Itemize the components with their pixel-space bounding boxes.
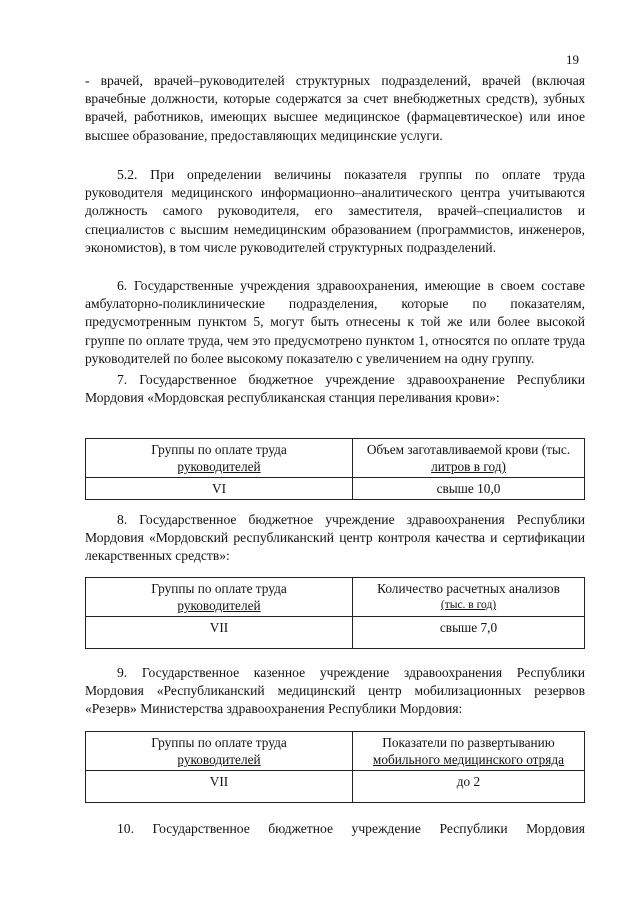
table-row bbox=[86, 478, 585, 500]
cell-group: VI bbox=[86, 478, 353, 500]
header-cell-group bbox=[86, 578, 353, 617]
paragraph-8: 8. Государственное бюджетное учреждение здравоохранения Республики Мордовия «Мордовский республиканский центр контроля качества и сертификации лекарственных средств»: bbox=[85, 512, 585, 564]
header-cell-indicator bbox=[353, 578, 585, 617]
cell-value: до 2 bbox=[353, 771, 585, 803]
paragraph-9: 9. Государственное казенное учреждение здравоохранения Республики Мордовия «Республиканский медицинский центр мобилизационных резервов «Резерв» Министерства здравоохранения Республики Мордовия: bbox=[85, 665, 585, 717]
header-cell-indicator bbox=[353, 732, 585, 771]
header-text: Группы по оплате труда bbox=[151, 442, 287, 457]
table-row bbox=[86, 617, 585, 649]
header-text: руководителей bbox=[177, 752, 261, 767]
header-text: Группы по оплате труда bbox=[151, 581, 287, 596]
table-header-row bbox=[86, 439, 585, 478]
paragraph-5-2: 5.2. При определении величины показателя группы по оплате труда руководителя медицинского информационно–аналитического центра учитываются должность самого руководителя, его заместителя, врачей–специалистов и специалистов с высшим немедицинским образованием (программистов, инженеров, экономистов), в том числе руководителей структурных подразделений. bbox=[85, 167, 585, 255]
header-cell-indicator bbox=[353, 439, 585, 478]
table-row bbox=[86, 771, 585, 803]
header-text: Показатели по развертыванию bbox=[382, 735, 555, 750]
header-text: (тыс. в год) bbox=[440, 599, 497, 611]
header-text: Группы по оплате труда bbox=[151, 735, 287, 750]
cell-group: VII bbox=[86, 617, 353, 649]
cell-value: свыше 10,0 bbox=[353, 478, 585, 500]
header-text: Количество расчетных анализов bbox=[377, 581, 560, 596]
table-analyses bbox=[85, 577, 585, 649]
cell-value: свыше 7,0 bbox=[353, 617, 585, 649]
header-cell-group bbox=[86, 732, 353, 771]
page-number: 19 bbox=[566, 52, 579, 67]
paragraph-6: 6. Государственные учреждения здравоохранения, имеющие в своем составе амбулаторно-поликлинические подразделения, которые по показателям, предусмотренным пунктом 5, могут быть отнесены к той же или более высокой группе по оплате труда, чем это предусмотрено пунктом 1, относятся по оплате труда руководителей по более высокому показателю с увеличением на одну группу. bbox=[85, 278, 585, 366]
paragraph-7: 7. Государственное бюджетное учреждение здравоохранение Республики Мордовия «Мордовская республиканская станция переливания крови»: bbox=[85, 372, 585, 406]
paragraph-doctors-list: - врачей, врачей–руководителей структурных подразделений, врачей (включая врачебные должности, которые содержатся за счет внебюджетных средств), зубных врачей, работников, имеющих высшее медицинское (фармацевтическое) или иное высшее образование, предоставляющих медицинские услуги. bbox=[85, 73, 585, 143]
header-text: руководителей bbox=[177, 459, 261, 474]
header-text: Объем заготавливаемой крови (тыс. bbox=[366, 442, 571, 457]
header-text: мобильного медицинского отряда bbox=[372, 752, 565, 767]
table-header-row bbox=[86, 578, 585, 617]
table-mobile-unit bbox=[85, 731, 585, 803]
header-text: руководителей bbox=[177, 598, 261, 613]
table-blood-volume bbox=[85, 438, 585, 500]
header-cell-group bbox=[86, 439, 353, 478]
paragraph-10: 10. Государственное бюджетное учреждение Республики Мордовия bbox=[117, 821, 585, 836]
table-header-row bbox=[86, 732, 585, 771]
header-text: литров в год) bbox=[431, 459, 506, 474]
cell-group: VII bbox=[86, 771, 353, 803]
